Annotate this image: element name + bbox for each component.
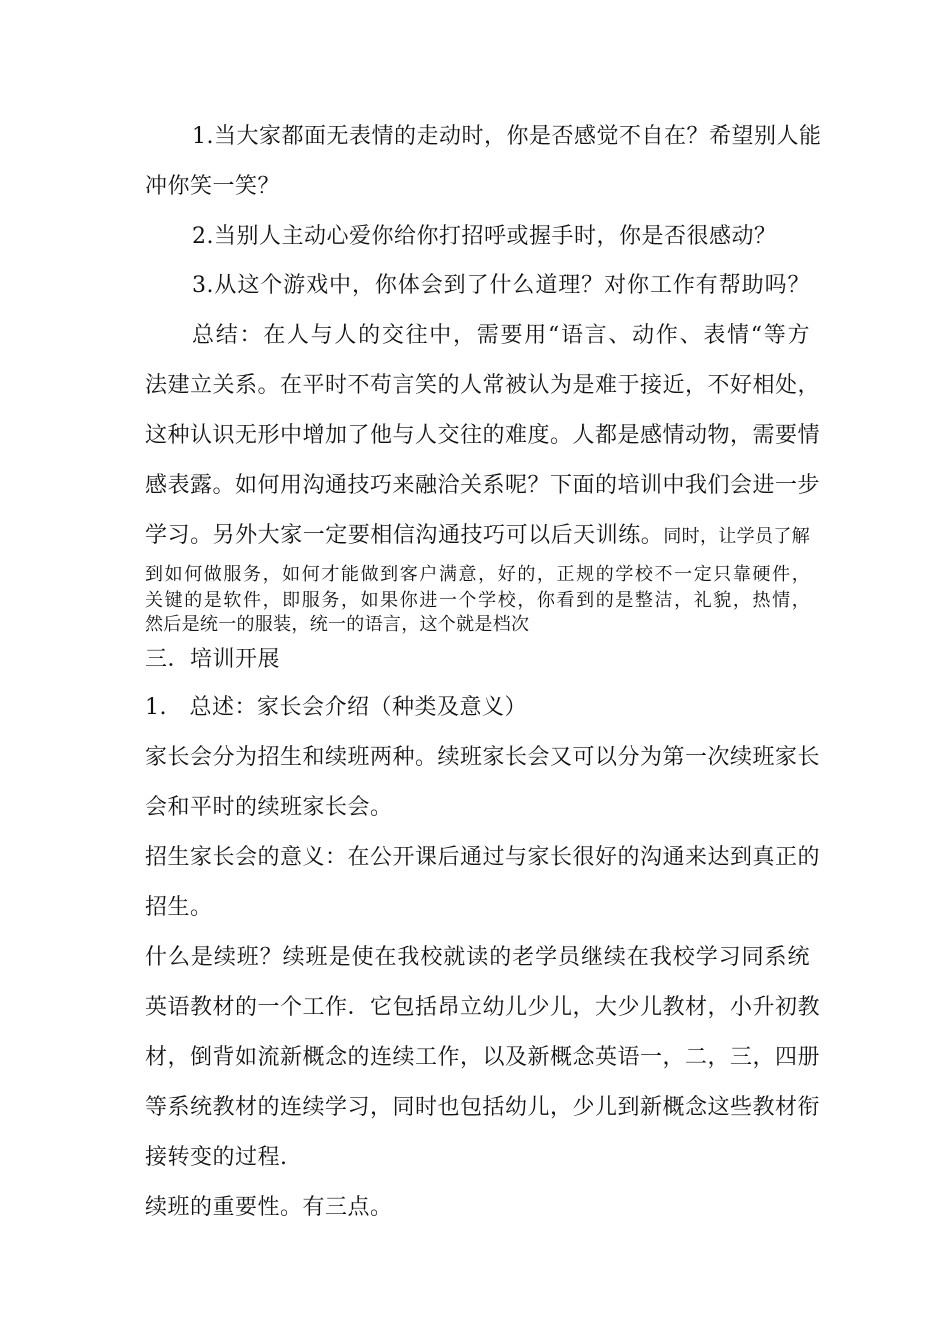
paragraph-line: 这种认识无形中增加了他与人交往的难度。人都是感情动物，需要情 [145, 423, 821, 448]
paragraph-line: 法建立关系。在平时不苟言笑的人常被认为是难于接近，不好相处， [145, 373, 821, 398]
paragraph-line: 招生家长会的意义：在公开课后通过与家长很好的沟通来达到真正的 [145, 845, 821, 870]
paragraph-line-mixed [145, 521, 810, 551]
paragraph-line: 续班的重要性。有三点。 [145, 1195, 393, 1220]
paragraph-text: 学习。另外大家一定要相信沟通技巧可以后天训练。 [145, 523, 664, 548]
paragraph-line: 会和平时的续班家长会。 [145, 795, 393, 820]
subsection-heading: 1. 总述：家长会介绍（种类及意义） [145, 695, 527, 720]
paragraph-line-small: 关键的是软件，即服务，如果你进一个学校，你看到的是整洁，礼貌，热情， [145, 590, 810, 611]
paragraph-line: 1.当大家都面无表情的走动时，你是否感觉不自在？希望别人能 [192, 124, 822, 149]
paragraph-line: 英语教材的一个工作．它包括昂立幼儿少儿，大少儿教材，小升初教 [145, 995, 821, 1020]
paragraph-text-small: 同时，让学员了解 [663, 526, 810, 547]
paragraph-line: 2.当别人主动心爱你给你打招呼或握手时，你是否很感动？ [192, 224, 777, 249]
paragraph-line-small: 然后是统一的服装，统一的语言，这个就是档次 [145, 614, 530, 635]
section-heading: 三．培训开展 [145, 647, 281, 672]
paragraph-line: 冲你笑一笑？ [145, 174, 281, 199]
paragraph-line: 等系统教材的连续学习，同时也包括幼儿，少儿到新概念这些教材衔 [145, 1095, 821, 1120]
paragraph-line: 3.从这个游戏中，你体会到了什么道理？对你工作有帮助吗？ [192, 273, 810, 298]
paragraph-line: 总结：在人与人的交往中，需要用“语言、动作、表情“等方 [192, 323, 810, 348]
paragraph-line: 家长会分为招生和续班两种。续班家长会又可以分为第一次续班家长 [145, 745, 821, 770]
paragraph-line-small: 到如何做服务，如何才能做到客户满意，好的，正规的学校不一定只靠硬件， [145, 564, 810, 585]
paragraph-line: 招生。 [145, 895, 213, 920]
paragraph-line: 接转变的过程. [145, 1145, 288, 1170]
paragraph-line: 什么是续班？续班是使在我校就读的老学员继续在我校学习同系统 [145, 945, 810, 970]
paragraph-line: 材，倒背如流新概念的连续工作，以及新概念英语一，二，三，四册 [145, 1045, 821, 1070]
paragraph-line: 感表露。如何用沟通技巧来融洽关系呢？下面的培训中我们会进一步 [145, 473, 821, 498]
